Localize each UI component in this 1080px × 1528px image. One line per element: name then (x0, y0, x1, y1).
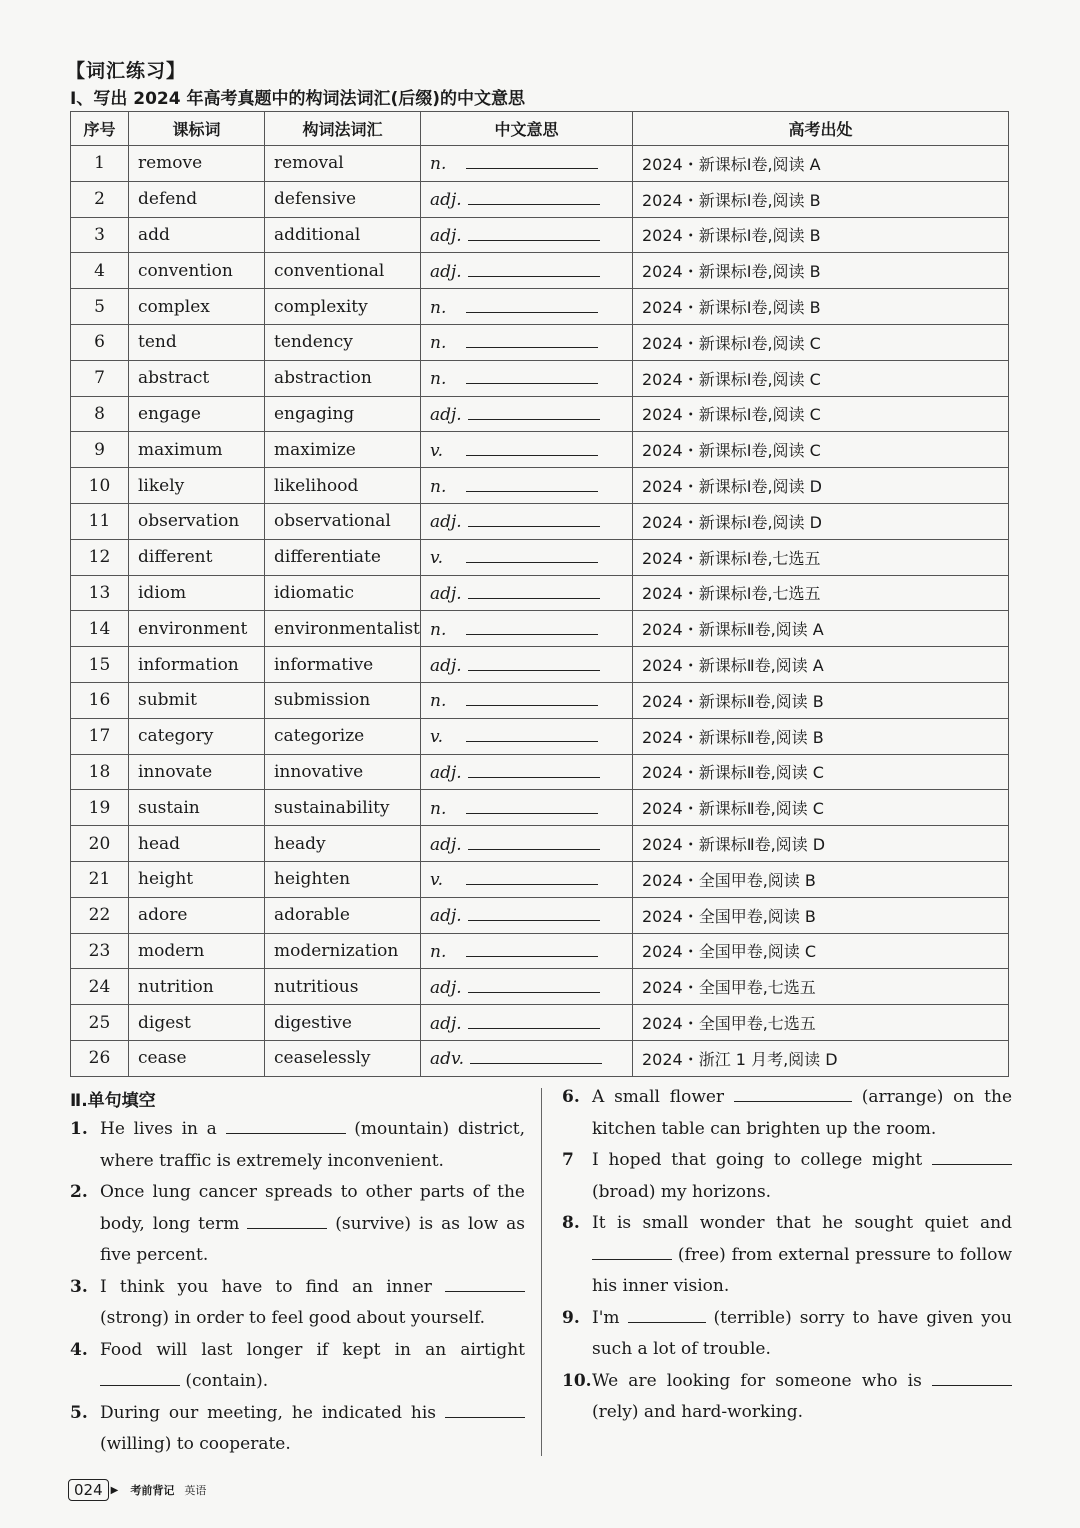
row-number: 25 (71, 1005, 129, 1041)
exam-source: 2024・新课标Ⅱ卷,阅读 D (633, 826, 1009, 862)
derived-word: digestive (265, 1005, 421, 1041)
derived-word: complexity (265, 289, 421, 325)
meaning-cell (421, 253, 633, 289)
vocabulary-table (70, 111, 1009, 1077)
item-number: 6. (562, 1087, 580, 1107)
item-number: 3. (70, 1276, 88, 1297)
item-text (592, 1366, 1012, 1429)
header-derived-word: 构词法词汇 (265, 112, 421, 146)
table-row (71, 1005, 1009, 1041)
answer-blank[interactable] (466, 475, 598, 492)
base-word: likely (129, 468, 265, 504)
row-number: 13 (71, 575, 129, 611)
column-divider (541, 1088, 542, 1456)
answer-blank[interactable] (466, 152, 598, 169)
base-word: defend (129, 181, 265, 217)
base-word: cease (129, 1040, 265, 1076)
row-number: 6 (71, 324, 129, 360)
derived-word: innovative (265, 754, 421, 790)
row-number: 4 (71, 253, 129, 289)
base-word: head (129, 826, 265, 862)
header-no: 序号 (71, 112, 129, 146)
exam-source: 2024・新课标Ⅱ卷,阅读 A (633, 611, 1009, 647)
meaning-cell (421, 754, 633, 790)
item-number: 7 (562, 1150, 574, 1170)
table-row (71, 396, 1009, 432)
item-text-after: (arrange) on the kitchen table can brighten up the room. (592, 1087, 1013, 1139)
derived-word: ceaselessly (265, 1040, 421, 1076)
derived-word: environmentalist (265, 611, 421, 647)
exam-source: 2024・新课标Ⅰ卷,阅读 B (633, 217, 1009, 253)
exam-source: 2024・新课标Ⅰ卷,阅读 B (633, 253, 1009, 289)
base-word: height (129, 861, 265, 897)
meaning-cell (421, 969, 633, 1005)
derived-word: differentiate (265, 539, 421, 575)
base-word: adore (129, 897, 265, 933)
exam-source: 2024・新课标Ⅰ卷,阅读 C (633, 396, 1009, 432)
answer-blank[interactable] (247, 1210, 327, 1229)
base-word: different (129, 539, 265, 575)
row-number: 9 (71, 432, 129, 468)
row-number: 18 (71, 754, 129, 790)
base-word: add (129, 217, 265, 253)
item-text (592, 1145, 1012, 1208)
item-text-after: (mountain) district, where traffic is extremely inconvenient. (100, 1119, 526, 1171)
answer-blank[interactable] (468, 582, 600, 599)
exam-source: 2024・新课标Ⅱ卷,阅读 C (633, 754, 1009, 790)
meaning-cell (421, 217, 633, 253)
table-row (71, 503, 1009, 539)
part-of-speech: adj. (430, 261, 462, 282)
meaning-cell (421, 396, 633, 432)
meaning-cell (421, 468, 633, 504)
item-text-before: I hoped that going to college might (592, 1150, 923, 1170)
item-text (100, 1398, 525, 1461)
item-text (592, 1303, 1012, 1366)
base-word: submit (129, 682, 265, 718)
row-number: 20 (71, 826, 129, 862)
fill-item (70, 1398, 525, 1461)
part-of-speech: v. (430, 440, 443, 461)
exercise-1-title: Ⅰ、写出 2024 年高考真题中的构词法词汇(后缀)的中文意思 (70, 89, 526, 109)
table-row (71, 539, 1009, 575)
part-of-speech: adj. (430, 906, 462, 927)
item-number: 4. (70, 1339, 88, 1360)
exam-source: 2024・全国甲卷,阅读 B (633, 861, 1009, 897)
item-text-before: I think you have to find an inner (100, 1276, 432, 1297)
answer-blank[interactable] (466, 868, 598, 885)
item-text (100, 1114, 525, 1177)
meaning-cell (421, 146, 633, 182)
answer-blank[interactable] (468, 761, 600, 778)
row-number: 10 (71, 468, 129, 504)
fill-item (562, 1082, 1012, 1145)
part-of-speech: n. (430, 333, 447, 354)
table-row (71, 969, 1009, 1005)
part-of-speech: n. (430, 154, 447, 175)
derived-word: additional (265, 217, 421, 253)
table-row (71, 754, 1009, 790)
exam-source: 2024・新课标Ⅰ卷,阅读 C (633, 324, 1009, 360)
item-text-before: A small flower (592, 1087, 725, 1107)
answer-blank[interactable] (466, 725, 598, 742)
table-row (71, 253, 1009, 289)
table-row (71, 360, 1009, 396)
table-row (71, 826, 1009, 862)
exam-source: 2024・新课标Ⅰ卷,阅读 D (633, 468, 1009, 504)
base-word: environment (129, 611, 265, 647)
derived-word: heady (265, 826, 421, 862)
derived-word: maximize (265, 432, 421, 468)
answer-blank[interactable] (466, 296, 598, 313)
fill-item (70, 1272, 525, 1335)
base-word: idiom (129, 575, 265, 611)
table-row (71, 1040, 1009, 1076)
exam-source: 2024・新课标Ⅱ卷,阅读 B (633, 682, 1009, 718)
meaning-cell (421, 360, 633, 396)
base-word: complex (129, 289, 265, 325)
answer-blank[interactable] (466, 689, 598, 706)
fill-item (70, 1114, 525, 1177)
triangle-right-icon: ▶ (110, 1484, 119, 1496)
answer-blank[interactable] (468, 833, 600, 850)
answer-blank[interactable] (628, 1304, 706, 1323)
answer-blank[interactable] (468, 403, 600, 420)
table-row (71, 611, 1009, 647)
item-text-after: (free) from external pressure to follow his inner vision. (592, 1244, 1012, 1296)
exam-source: 2024・新课标Ⅰ卷,阅读 B (633, 289, 1009, 325)
part-of-speech: adv. (430, 1049, 465, 1070)
exam-source: 2024・新课标Ⅰ卷,七选五 (633, 539, 1009, 575)
table-row (71, 146, 1009, 182)
item-text (592, 1082, 1012, 1145)
meaning-cell (421, 324, 633, 360)
row-number: 22 (71, 897, 129, 933)
part-of-speech: adj. (430, 225, 462, 246)
part-of-speech: n. (430, 798, 447, 819)
exam-source: 2024・新课标Ⅰ卷,七选五 (633, 575, 1009, 611)
table-row (71, 647, 1009, 683)
fill-item (70, 1335, 525, 1398)
part-of-speech: adj. (430, 762, 462, 783)
row-number: 19 (71, 790, 129, 826)
part-of-speech: adj. (430, 834, 462, 855)
base-word: convention (129, 253, 265, 289)
item-text-before: During our meeting, he indicated his (100, 1402, 437, 1423)
item-text (100, 1335, 525, 1398)
part-of-speech: adj. (430, 190, 462, 211)
derived-word: sustainability (265, 790, 421, 826)
table-row (71, 861, 1009, 897)
item-text-before: We are looking for someone who is (592, 1370, 922, 1391)
row-number: 2 (71, 181, 129, 217)
subject-name: 英语 (184, 1484, 207, 1497)
meaning-cell (421, 539, 633, 575)
derived-word: categorize (265, 718, 421, 754)
answer-blank[interactable] (466, 367, 598, 384)
row-number: 11 (71, 503, 129, 539)
exam-source: 2024・新课标Ⅱ卷,阅读 C (633, 790, 1009, 826)
row-number: 15 (71, 647, 129, 683)
derived-word: tendency (265, 324, 421, 360)
row-number: 3 (71, 217, 129, 253)
row-number: 24 (71, 969, 129, 1005)
meaning-cell (421, 611, 633, 647)
meaning-cell (421, 503, 633, 539)
derived-word: defensive (265, 181, 421, 217)
item-text (592, 1208, 1012, 1303)
exam-source: 2024・浙江 1 月考,阅读 D (633, 1040, 1009, 1076)
answer-blank[interactable] (100, 1367, 180, 1386)
base-word: maximum (129, 432, 265, 468)
meaning-cell (421, 933, 633, 969)
item-number: 10. (562, 1370, 592, 1391)
part-of-speech: n. (430, 941, 447, 962)
exam-source: 2024・全国甲卷,七选五 (633, 1005, 1009, 1041)
item-text (100, 1272, 525, 1335)
table-row (71, 181, 1009, 217)
table-header-row (71, 112, 1009, 146)
item-text-after: (broad) my horizons. (592, 1181, 772, 1202)
base-word: sustain (129, 790, 265, 826)
header-meaning: 中文意思 (421, 112, 633, 146)
item-text-after: (rely) and hard-working. (592, 1402, 803, 1422)
item-text-after: (strong) in order to feel good about yourself. (100, 1308, 486, 1328)
meaning-cell (421, 790, 633, 826)
fill-column-right (562, 1082, 1012, 1429)
derived-word: idiomatic (265, 575, 421, 611)
meaning-cell (421, 289, 633, 325)
derived-word: heighten (265, 861, 421, 897)
fill-item (562, 1303, 1012, 1366)
exam-source: 2024・新课标Ⅰ卷,阅读 D (633, 503, 1009, 539)
answer-blank[interactable] (468, 224, 600, 241)
part-of-speech: adj. (430, 655, 462, 676)
row-number: 8 (71, 396, 129, 432)
meaning-cell (421, 647, 633, 683)
derived-word: adorable (265, 897, 421, 933)
answer-blank[interactable] (932, 1146, 1012, 1165)
base-word: abstract (129, 360, 265, 396)
base-word: modern (129, 933, 265, 969)
item-number: 2. (70, 1182, 88, 1202)
part-of-speech: n. (430, 691, 447, 712)
part-of-speech: v. (430, 870, 443, 891)
row-number: 1 (71, 146, 129, 182)
item-text-before: It is small wonder that he sought quiet and (592, 1213, 1012, 1233)
table-row (71, 432, 1009, 468)
derived-word: removal (265, 146, 421, 182)
exam-source: 2024・全国甲卷,七选五 (633, 969, 1009, 1005)
item-number: 9. (562, 1307, 580, 1328)
derived-word: engaging (265, 396, 421, 432)
answer-blank[interactable] (466, 940, 598, 957)
row-number: 26 (71, 1040, 129, 1076)
answer-blank[interactable] (592, 1241, 672, 1260)
row-number: 12 (71, 539, 129, 575)
part-of-speech: v. (430, 727, 443, 748)
answer-blank[interactable] (445, 1273, 525, 1292)
row-number: 21 (71, 861, 129, 897)
answer-blank[interactable] (468, 654, 600, 671)
part-of-speech: adj. (430, 977, 462, 998)
meaning-cell (421, 575, 633, 611)
derived-word: likelihood (265, 468, 421, 504)
answer-blank[interactable] (470, 1047, 602, 1064)
answer-blank[interactable] (468, 904, 600, 921)
base-word: information (129, 647, 265, 683)
item-text-before: He lives in a (100, 1119, 217, 1139)
item-number: 1. (70, 1119, 88, 1139)
answer-blank[interactable] (466, 439, 598, 456)
base-word: remove (129, 146, 265, 182)
answer-blank[interactable] (468, 188, 600, 205)
answer-blank[interactable] (466, 546, 598, 563)
meaning-cell (421, 861, 633, 897)
exam-source: 2024・新课标Ⅰ卷,阅读 C (633, 432, 1009, 468)
derived-word: informative (265, 647, 421, 683)
base-word: observation (129, 503, 265, 539)
meaning-cell (421, 432, 633, 468)
row-number: 14 (71, 611, 129, 647)
table-row (71, 575, 1009, 611)
item-number: 8. (562, 1213, 580, 1233)
item-text-before: Once lung cancer spreads to other parts of the body, long term (100, 1182, 525, 1234)
table-row (71, 289, 1009, 325)
item-number: 5. (70, 1402, 88, 1423)
fill-item (562, 1366, 1012, 1429)
answer-blank[interactable] (734, 1083, 852, 1102)
exam-source: 2024・全国甲卷,阅读 B (633, 897, 1009, 933)
exam-source: 2024・新课标Ⅰ卷,阅读 C (633, 360, 1009, 396)
answer-blank[interactable] (226, 1115, 346, 1134)
exam-source: 2024・新课标Ⅰ卷,阅读 B (633, 181, 1009, 217)
book-name: 考前背记 (130, 1484, 175, 1497)
derived-word: abstraction (265, 360, 421, 396)
row-number: 17 (71, 718, 129, 754)
item-text-before: Food will last longer if kept in an airtight (100, 1339, 525, 1360)
row-number: 23 (71, 933, 129, 969)
answer-blank[interactable] (468, 1012, 600, 1029)
meaning-cell (421, 682, 633, 718)
page-number: 024 (68, 1479, 109, 1501)
table-row (71, 897, 1009, 933)
section-title: 【词汇练习】 (66, 60, 187, 82)
part-of-speech: n. (430, 297, 447, 318)
meaning-cell (421, 897, 633, 933)
base-word: nutrition (129, 969, 265, 1005)
answer-blank[interactable] (932, 1367, 1012, 1386)
item-text-before: I'm (592, 1307, 620, 1328)
item-text-after: (survive) is as low as five percent. (100, 1213, 525, 1265)
table-row (71, 324, 1009, 360)
base-word: engage (129, 396, 265, 432)
item-text-after: (contain). (185, 1371, 269, 1391)
meaning-cell (421, 826, 633, 862)
table-row (71, 790, 1009, 826)
meaning-cell (421, 1040, 633, 1076)
item-text-after: (terrible) sorry to have given you such a lot of trouble. (592, 1307, 1012, 1359)
table-row (71, 217, 1009, 253)
exam-source: 2024・新课标Ⅱ卷,阅读 B (633, 718, 1009, 754)
part-of-speech: n. (430, 476, 447, 497)
table-row (71, 468, 1009, 504)
part-of-speech: n. (430, 619, 447, 640)
table-row (71, 718, 1009, 754)
base-word: innovate (129, 754, 265, 790)
answer-blank[interactable] (466, 797, 598, 814)
exercise-2-title: Ⅱ.单句填空 (70, 1091, 156, 1111)
fill-item (562, 1145, 1012, 1208)
answer-blank[interactable] (466, 331, 598, 348)
derived-word: submission (265, 682, 421, 718)
base-word: digest (129, 1005, 265, 1041)
fill-column-left (70, 1114, 525, 1461)
exam-source: 2024・新课标Ⅱ卷,阅读 A (633, 647, 1009, 683)
meaning-cell (421, 181, 633, 217)
answer-blank[interactable] (468, 976, 600, 993)
page-footer (68, 1479, 206, 1501)
exam-source: 2024・全国甲卷,阅读 C (633, 933, 1009, 969)
fill-item (70, 1177, 525, 1272)
exam-source: 2024・新课标Ⅰ卷,阅读 A (633, 146, 1009, 182)
row-number: 5 (71, 289, 129, 325)
fill-item (562, 1208, 1012, 1303)
answer-blank[interactable] (466, 618, 598, 635)
table-row (71, 933, 1009, 969)
derived-word: conventional (265, 253, 421, 289)
row-number: 7 (71, 360, 129, 396)
part-of-speech: n. (430, 369, 447, 390)
base-word: tend (129, 324, 265, 360)
part-of-speech: adj. (430, 404, 462, 425)
derived-word: nutritious (265, 969, 421, 1005)
derived-word: modernization (265, 933, 421, 969)
meaning-cell (421, 718, 633, 754)
part-of-speech: adj. (430, 1013, 462, 1034)
answer-blank[interactable] (468, 260, 600, 277)
meaning-cell (421, 1005, 633, 1041)
part-of-speech: adj. (430, 512, 462, 533)
part-of-speech: adj. (430, 583, 462, 604)
base-word: category (129, 718, 265, 754)
item-text (100, 1177, 525, 1272)
part-of-speech: v. (430, 548, 443, 569)
header-base-word: 课标词 (129, 112, 265, 146)
answer-blank[interactable] (445, 1399, 525, 1418)
answer-blank[interactable] (468, 510, 600, 527)
derived-word: observational (265, 503, 421, 539)
item-text-after: (willing) to cooperate. (100, 1434, 291, 1454)
header-source: 高考出处 (633, 112, 1009, 146)
table-row (71, 682, 1009, 718)
row-number: 16 (71, 682, 129, 718)
